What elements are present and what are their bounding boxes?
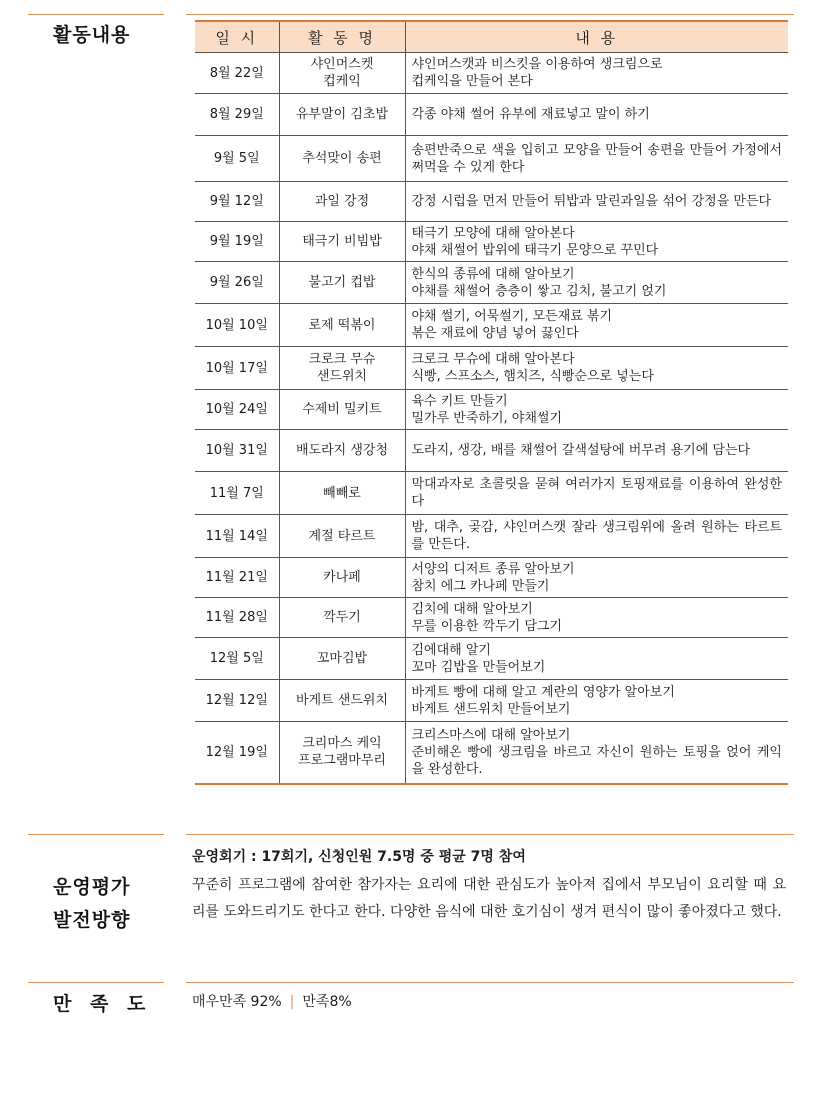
row-content (405, 558, 788, 598)
activity-name-line: 샤인머스켓 (310, 57, 374, 72)
table-row (195, 515, 788, 558)
row-activity-name (279, 472, 405, 515)
activities-section-label: 활동내용 (53, 24, 131, 46)
row-content (405, 262, 788, 304)
satisfaction-rule-left (28, 982, 164, 983)
table-row (195, 680, 788, 722)
content-line: 참치 에그 카나페 만들기 (411, 578, 550, 594)
table-row (195, 390, 788, 430)
row-activity-name (279, 347, 405, 390)
activity-name-line: 크로크 무슈 (308, 352, 376, 367)
satisfied-value: 만족8% (302, 994, 352, 1010)
row-date: 8월 29일 (195, 94, 279, 136)
table-row (195, 182, 788, 222)
content-line: 볶은 재료에 양념 넣어 끓인다 (411, 326, 579, 341)
row-content (405, 638, 788, 680)
row-date: 11월 28일 (195, 598, 279, 638)
eval-rule-right (186, 834, 794, 835)
activity-name-line: 수제비 밀키트 (302, 402, 382, 417)
row-activity-name (279, 515, 405, 558)
table-row (195, 53, 788, 94)
table-row (195, 347, 788, 390)
row-content (405, 53, 788, 94)
content-line: 꼬마 김밥을 만들어보기 (411, 659, 546, 675)
satisfaction-rule-right (186, 982, 794, 983)
table-row (195, 638, 788, 680)
row-date: 9월 19일 (195, 222, 279, 262)
content-line: 밀가루 반죽하기, 야채썰기 (411, 410, 563, 426)
content-line: 육수 키트 만들기 (411, 393, 508, 409)
activity-name-line: 태극기 비빔밥 (302, 234, 382, 249)
row-content (405, 182, 788, 222)
row-activity-name (279, 182, 405, 222)
activity-name-line: 바게트 샌드위치 (295, 693, 389, 708)
row-content (405, 347, 788, 390)
table-row (195, 598, 788, 638)
content-line: 샤인머스캣과 비스킷을 이용하여 생크림으로 (411, 57, 663, 72)
content-line: 밤, 대추, 곶감, 샤인머스캣 잘라 생크림위에 올려 원하는 타르트를 만든다. (411, 520, 782, 552)
activity-name-line: 유부말이 김초밥 (295, 107, 389, 122)
table-row (195, 430, 788, 472)
row-content (405, 222, 788, 262)
content-line: 무를 이용한 깍두기 담그기 (411, 618, 563, 634)
content-line: 식빵, 스프소스, 햄치즈, 식빵순으로 넣는다 (411, 369, 654, 384)
header-date: 일 시 (195, 21, 279, 53)
row-content (405, 680, 788, 722)
activity-name-line: 불고기 컵밥 (308, 275, 376, 290)
row-date: 8월 22일 (195, 53, 279, 94)
header-activity-name: 활 동 명 (279, 21, 405, 53)
separator: | (289, 994, 295, 1010)
satisfaction-values (192, 991, 352, 1011)
row-date: 11월 14일 (195, 515, 279, 558)
row-activity-name (279, 430, 405, 472)
table-row (195, 558, 788, 598)
content-line: 크로크 무슈에 대해 알아본다 (411, 352, 575, 367)
table-row (195, 94, 788, 136)
row-date: 12월 12일 (195, 680, 279, 722)
content-line: 도라지, 생강, 배를 채썰어 갈색설탕에 버무려 용기에 담는다 (411, 443, 751, 458)
row-content (405, 94, 788, 136)
row-activity-name (279, 680, 405, 722)
activities-table (195, 20, 788, 785)
row-activity-name (279, 94, 405, 136)
content-line: 각종 야채 썰어 유부에 재료넣고 말이 하기 (411, 107, 650, 122)
top-rule-right (186, 14, 794, 15)
content-line: 태극기 모양에 대해 알아본다 (411, 225, 575, 241)
row-date: 10월 24일 (195, 390, 279, 430)
evaluation-section-label-1: 운영평가 (53, 876, 131, 898)
content-line: 송편반죽으로 색을 입히고 모양을 만들어 송편을 만들어 가정에서 쩌먹을 수 있게 한다 (411, 142, 782, 175)
activity-name-line: 크리마스 케익 (302, 736, 382, 752)
row-date: 10월 17일 (195, 347, 279, 390)
content-line: 크리스마스에 대해 알아보기 (411, 727, 571, 743)
row-date: 12월 5일 (195, 638, 279, 680)
row-activity-name (279, 638, 405, 680)
content-line: 김에대해 알기 (411, 642, 491, 658)
row-date: 9월 5일 (195, 136, 279, 182)
table-row (195, 262, 788, 304)
content-line: 야채 썰기, 어묵썰기, 모든재료 볶기 (411, 309, 613, 324)
table-row (195, 222, 788, 262)
row-content (405, 430, 788, 472)
row-activity-name (279, 722, 405, 784)
content-line: 서양의 디저트 종류 알아보기 (411, 561, 575, 577)
content-line: 막대과자로 초콜릿을 묻혀 여러가지 토핑재료를 이용하여 완성한다 (411, 477, 782, 509)
row-activity-name (279, 390, 405, 430)
row-date: 9월 26일 (195, 262, 279, 304)
row-date: 10월 31일 (195, 430, 279, 472)
activity-name-line: 꼬마김밥 (316, 651, 368, 666)
content-line: 야채를 채썰어 층층이 쌓고 김치, 불고기 얹기 (411, 283, 667, 299)
row-activity-name (279, 598, 405, 638)
header-content: 내 용 (405, 21, 788, 53)
activity-name-line: 프로그램마무리 (298, 753, 386, 769)
row-date: 9월 12일 (195, 182, 279, 222)
activity-name-line: 컵케익 (323, 74, 361, 89)
top-rule-left (28, 14, 164, 15)
table-row (195, 472, 788, 515)
row-date: 11월 7일 (195, 472, 279, 515)
evaluation-summary: 운영회기 : 17회기, 신청인원 7.5명 중 평균 7명 참여 (192, 849, 526, 865)
table-row (195, 722, 788, 784)
content-line: 컵케익을 만들어 본다 (411, 74, 533, 89)
row-content (405, 598, 788, 638)
activity-name-line: 로제 떡볶이 (308, 317, 376, 333)
row-content (405, 515, 788, 558)
row-activity-name (279, 53, 405, 94)
row-activity-name (279, 304, 405, 347)
row-activity-name (279, 558, 405, 598)
content-line: 야채 채썰어 밥위에 태극기 문양으로 꾸민다 (411, 242, 659, 258)
table-row (195, 304, 788, 347)
activity-name-line: 과일 강정 (314, 194, 370, 209)
row-activity-name (279, 222, 405, 262)
row-content (405, 472, 788, 515)
content-line: 준비해온 빵에 생크림을 바르고 자신이 원하는 토핑을 얹어 케익을 완성한다. (411, 744, 782, 777)
content-line: 김치에 대해 알아보기 (411, 601, 533, 617)
content-line: 한식의 종류에 대해 알아보기 (411, 266, 575, 282)
row-activity-name (279, 262, 405, 304)
row-content (405, 136, 788, 182)
evaluation-section-label-2: 발전방향 (53, 909, 131, 931)
very-satisfied-value: 매우만족 92% (192, 994, 282, 1010)
evaluation-text: 꾸준히 프로그램에 참여한 참가자는 요리에 대한 관심도가 높아져 집에서 부모님이 요리할 때 요리를 도와드리기도 한다고 한다. 다양한 음식에 대한 호기심이 생겨 편식이 많이 좋아졌다고 했다. (192, 877, 786, 920)
content-line: 바게트 빵에 대해 알고 계란의 영양가 알아보기 (411, 684, 675, 700)
row-content (405, 722, 788, 784)
row-content (405, 304, 788, 347)
row-date: 11월 21일 (195, 558, 279, 598)
row-date: 10월 10일 (195, 304, 279, 347)
row-date: 12월 19일 (195, 722, 279, 784)
eval-rule-left (28, 834, 164, 835)
table-header-row (195, 21, 788, 53)
content-line: 바게트 샌드위치 만들어보기 (411, 701, 571, 717)
activity-name-line: 계절 타르트 (308, 528, 376, 544)
activity-name-line: 배도라지 생강청 (295, 443, 389, 458)
satisfaction-section-label: 만 족 도 (53, 993, 152, 1015)
activity-name-line: 카나페 (323, 570, 361, 585)
row-content (405, 390, 788, 430)
activity-name-line: 빼빼로 (323, 485, 361, 501)
activity-name-line: 샌드위치 (316, 369, 368, 384)
row-activity-name (279, 136, 405, 182)
activity-name-line: 깍두기 (323, 610, 361, 625)
content-line: 강정 시럽을 먼저 만들어 튀밥과 말린과일을 섞어 강정을 만든다 (411, 194, 772, 209)
activity-name-line: 추석맞이 송편 (302, 151, 382, 166)
table-row (195, 136, 788, 182)
